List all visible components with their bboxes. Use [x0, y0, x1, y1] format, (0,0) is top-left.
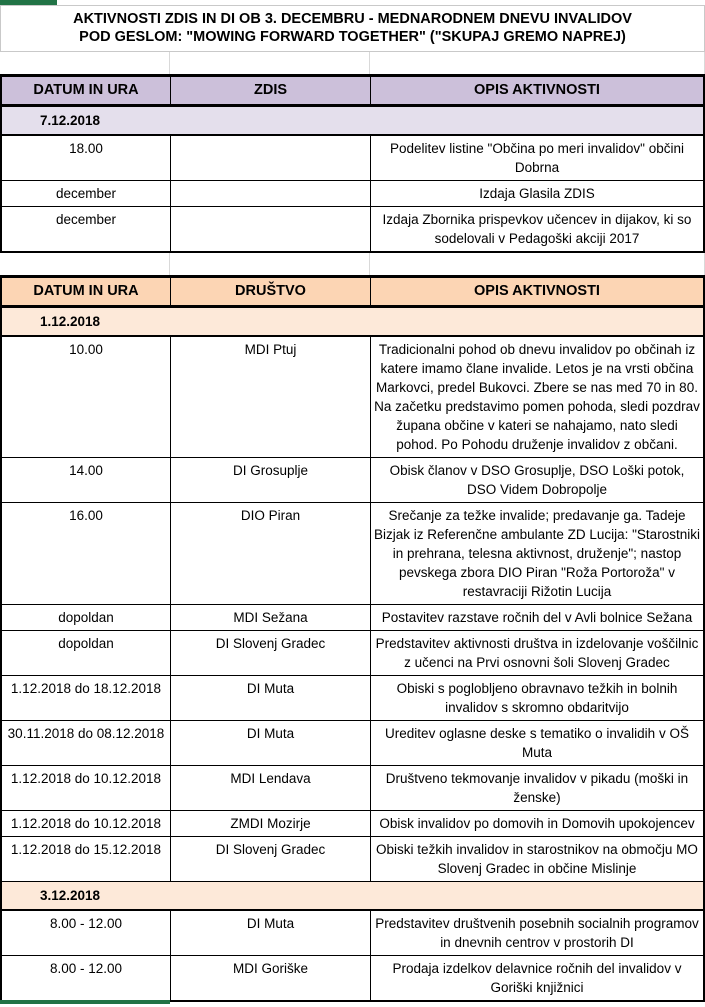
table-drustvo [0, 275, 705, 1002]
datum-cell[interactable]: 1.12.2018 do 18.12.2018 [2, 676, 171, 720]
table-row [2, 631, 703, 676]
table-row [2, 605, 703, 631]
opis-cell[interactable]: Obisk invalidov po domovih in Domovih upokojencev [379, 816, 695, 831]
datum-cell[interactable]: december [2, 207, 171, 251]
zdis-cell[interactable] [171, 136, 371, 180]
section-date-label: 7.12.2018 [40, 113, 101, 128]
datum-cell[interactable]: 1.12.2018 do 10.12.2018 [2, 811, 171, 836]
table-row [2, 503, 703, 605]
empty-cell [170, 253, 370, 275]
empty-cell [0, 253, 170, 275]
opis-cell[interactable]: Postavitev razstave ročnih del v Avli bolnice Sežana [381, 610, 693, 625]
drustvo-cell[interactable]: DIO Piran [171, 503, 371, 604]
table-row [2, 837, 703, 882]
zdis-cell[interactable] [171, 181, 371, 206]
date-section-row[interactable] [2, 308, 703, 337]
opis-cell[interactable]: Podelitev listine "Občina po meri invalidov" občini Dobrna [390, 141, 684, 175]
datum-cell[interactable]: 30.11.2018 do 08.12.2018 [2, 721, 171, 765]
empty-cell [370, 253, 705, 275]
opis-cell[interactable]: Predstavitev aktivnosti društva in izdelovanje voščilnic z učenci na Prvi osnovni šoli Slovenj Gradec [375, 636, 699, 670]
opis-cell[interactable]: Prodaja izdelkov delavnice ročnih del invalidov v Goriški knjižnici [392, 961, 682, 995]
zdis-cell[interactable] [171, 207, 371, 251]
column-header-drustvo[interactable]: DRUŠTVO [171, 278, 371, 305]
drustvo-cell[interactable]: ZMDI Mozirje [171, 811, 371, 836]
column-header-datum[interactable]: DATUM IN URA [2, 278, 171, 305]
drustvo-cell[interactable]: DI Muta [171, 911, 371, 955]
section-date-label: 1.12.2018 [40, 314, 101, 329]
opis-cell[interactable]: Obisk članov v DSO Grosuplje, DSO Loški potok, DSO Videm Dobropolje [389, 463, 685, 497]
opis-cell[interactable]: Izdaja Zbornika prispevkov učencev in dijakov, ki so sodelovali v Pedagoški akciji 2017 [382, 212, 692, 246]
table-zdis [0, 74, 705, 253]
table-row [2, 207, 703, 251]
drustvo-cell[interactable]: DI Muta [171, 676, 371, 720]
date-section-row[interactable] [2, 107, 703, 136]
opis-cell[interactable]: Tradicionalni pohod ob dnevu invalidov po občinah iz katere imamo člane invalide. Letos je na vrsti občina Markovci, predel Bukovci. Zbere se nas med 70 in 80. Na začetku predstavimo pomen pohoda, sledi pozdrav župana občine v kateri se nahajamo, nato sledi pohod. Po Pohodu druženje invalidov z občani. [374, 342, 700, 452]
sheet-accent-top [0, 0, 57, 5]
datum-cell[interactable]: 8.00 - 12.00 [2, 911, 171, 955]
datum-cell[interactable]: dopoldan [2, 605, 171, 630]
table-row [2, 721, 703, 766]
drustvo-cell[interactable]: MDI Ptuj [171, 337, 371, 457]
title-line-1: AKTIVNOSTI ZDIS IN DI OB 3. DECEMBRU - MEDNARODNEM DNEVU INVALIDOV [73, 11, 632, 27]
drustvo-cell[interactable]: DI Muta [171, 721, 371, 765]
opis-cell[interactable]: Srečanje za težke invalide; predavanje ga. Tadeje Bizjak iz Referenčne ambulante ZD Lucija: "Starostniki in prehrana, telesna aktivnost, druženje"; nastop pevskega zbora DIO Piran "Roža Portoroža" v restavraciji Rižotin Lucija [374, 508, 700, 599]
sheet-bottom-strip [0, 1002, 705, 1007]
opis-cell[interactable]: Predstavitev društvenih posebnih socialnih programov in dnevnih centrov v prostorih DI [375, 916, 699, 950]
table-row [2, 811, 703, 837]
datum-cell[interactable]: 10.00 [2, 337, 171, 457]
document-title-cell[interactable] [0, 5, 705, 52]
section-date-label: 3.12.2018 [40, 888, 101, 903]
table-row [2, 337, 703, 458]
opis-cell[interactable]: Izdaja Glasila ZDIS [479, 186, 595, 201]
datum-cell[interactable]: 1.12.2018 do 10.12.2018 [2, 766, 171, 810]
drustvo-cell[interactable]: DI Slovenj Gradec [171, 631, 371, 675]
table-row [2, 458, 703, 503]
table-row [2, 911, 703, 956]
table-row [2, 766, 703, 811]
table-row [2, 676, 703, 721]
opis-cell[interactable]: Ureditev oglasne deske s tematiko o invalidih v OŠ Muta [385, 726, 689, 760]
datum-cell[interactable]: 16.00 [2, 503, 171, 604]
datum-cell[interactable]: december [2, 181, 171, 206]
empty-cell [0, 52, 170, 74]
gridline-gap-row [0, 253, 705, 275]
gridline-gap-row [0, 52, 705, 74]
drustvo-cell[interactable]: MDI Sežana [171, 605, 371, 630]
table-row [2, 956, 703, 1000]
opis-cell[interactable]: Društveno tekmovanje invalidov v pikadu (moški in ženske) [385, 771, 689, 805]
datum-cell[interactable]: 1.12.2018 do 15.12.2018 [2, 837, 171, 881]
drustvo-cell[interactable]: DI Slovenj Gradec [171, 837, 371, 881]
date-section-row[interactable] [2, 882, 703, 911]
datum-cell[interactable]: 8.00 - 12.00 [2, 956, 171, 1000]
opis-cell[interactable]: Obiski s poglobljeno obravnavo težkih in bolnih invalidov s skromno obdaritvijo [396, 681, 678, 715]
table-header-row [2, 74, 703, 107]
drustvo-cell[interactable]: MDI Lendava [171, 766, 371, 810]
column-header-datum[interactable]: DATUM IN URA [2, 77, 171, 104]
datum-cell[interactable]: dopoldan [2, 631, 171, 675]
title-line-2: POD GESLOM: "MOWING FORWARD TOGETHER" ("SKUPAJ GREMO NAPREJ) [79, 29, 626, 45]
opis-cell[interactable]: Obiski težkih invalidov in starostnikov na območju MO Slovenj Gradec in občine Mislinje [376, 842, 698, 876]
empty-cell [170, 52, 370, 74]
table-row [2, 136, 703, 181]
empty-cell [370, 52, 705, 74]
drustvo-cell[interactable]: DI Grosuplje [171, 458, 371, 502]
column-header-zdis[interactable]: ZDIS [171, 77, 371, 104]
table-header-row [2, 275, 703, 308]
sheet-accent-bottom [0, 1000, 170, 1004]
column-header-opis[interactable]: OPIS AKTIVNOSTI [474, 283, 600, 299]
table-row [2, 181, 703, 207]
column-header-opis[interactable]: OPIS AKTIVNOSTI [474, 82, 600, 98]
drustvo-cell[interactable]: MDI Goriške [171, 956, 371, 1000]
datum-cell[interactable]: 18.00 [2, 136, 171, 180]
datum-cell[interactable]: 14.00 [2, 458, 171, 502]
sheet-top-strip [0, 0, 705, 5]
